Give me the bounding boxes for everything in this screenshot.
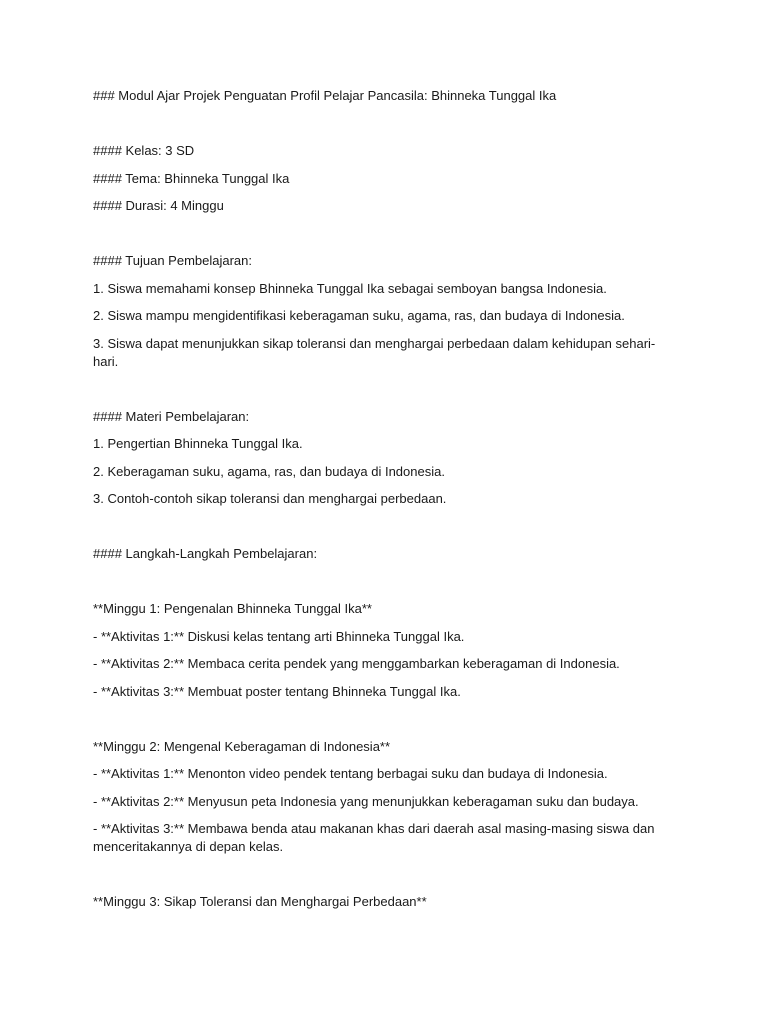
numbered-item: 1. Siswa memahami konsep Bhinneka Tunggal Ika sebagai semboyan bangsa Indonesia. (93, 280, 607, 296)
activity-item: - **Aktivitas 2:** Membaca cerita pendek yang menggambarkan keberagaman di Indonesia. (93, 656, 620, 671)
section-heading: #### Kelas: 3 SD (93, 143, 195, 158)
activity-item: - **Aktivitas 3:** Membuat poster tentang Bhinneka Tunggal Ika. (93, 683, 461, 699)
blank-line (93, 380, 668, 398)
numbered-item: 1. Pengertian Bhinneka Tunggal Ika. (93, 436, 303, 451)
blank-line (93, 518, 668, 536)
activity-item: - **Aktivitas 1:** Menonton video pendek tentang berbagai suku dan budaya di Indonesia. (93, 766, 608, 781)
blank-line (93, 710, 668, 728)
blank-line (93, 573, 668, 591)
week-heading: **Minggu 1: Pengenalan Bhinneka Tunggal Ika** (93, 601, 372, 616)
week-heading: **Minggu 2: Mengenal Keberagaman di Indonesia** (93, 738, 391, 754)
blank-line (93, 866, 668, 884)
section-heading: #### Tujuan Pembelajaran: (93, 253, 253, 268)
section-heading: #### Materi Pembelajaran: (93, 408, 250, 424)
section-heading: #### Durasi: 4 Minggu (93, 198, 224, 213)
document-title: ### Modul Ajar Projek Penguatan Profil Pelajar Pancasila: Bhinneka Tunggal Ika (93, 88, 557, 103)
numbered-item: 3. Contoh-contoh sikap toleransi dan menghargai perbedaan. (93, 491, 447, 506)
week-heading: **Minggu 3: Sikap Toleransi dan Menghargai Perbedaan** (93, 894, 427, 909)
numbered-item: 2. Siswa mampu mengidentifikasi keberagaman suku, agama, ras, dan budaya di Indonesia. (93, 308, 625, 323)
activity-item: - **Aktivitas 1:** Diskusi kelas tentang arti Bhinneka Tunggal Ika. (93, 628, 465, 644)
blank-line (93, 225, 668, 243)
activity-item: - **Aktivitas 2:** Menyusun peta Indonesia yang menunjukkan keberagaman suku dan budaya. (93, 793, 639, 809)
activity-item: - **Aktivitas 3:** Membawa benda atau makanan khas dari daerah asal masing-masing siswa dan menceritakannya di depan kelas. (93, 821, 659, 854)
numbered-item: 3. Siswa dapat menunjukkan sikap toleransi dan menghargai perbedaan dalam kehidupan sehari-hari. (93, 335, 656, 369)
section-heading: #### Langkah-Langkah Pembelajaran: (93, 546, 318, 561)
document-body (93, 87, 668, 921)
blank-line (93, 115, 668, 133)
numbered-item: 2. Keberagaman suku, agama, ras, dan budaya di Indonesia. (93, 463, 445, 479)
section-heading: #### Tema: Bhinneka Tunggal Ika (93, 170, 290, 186)
